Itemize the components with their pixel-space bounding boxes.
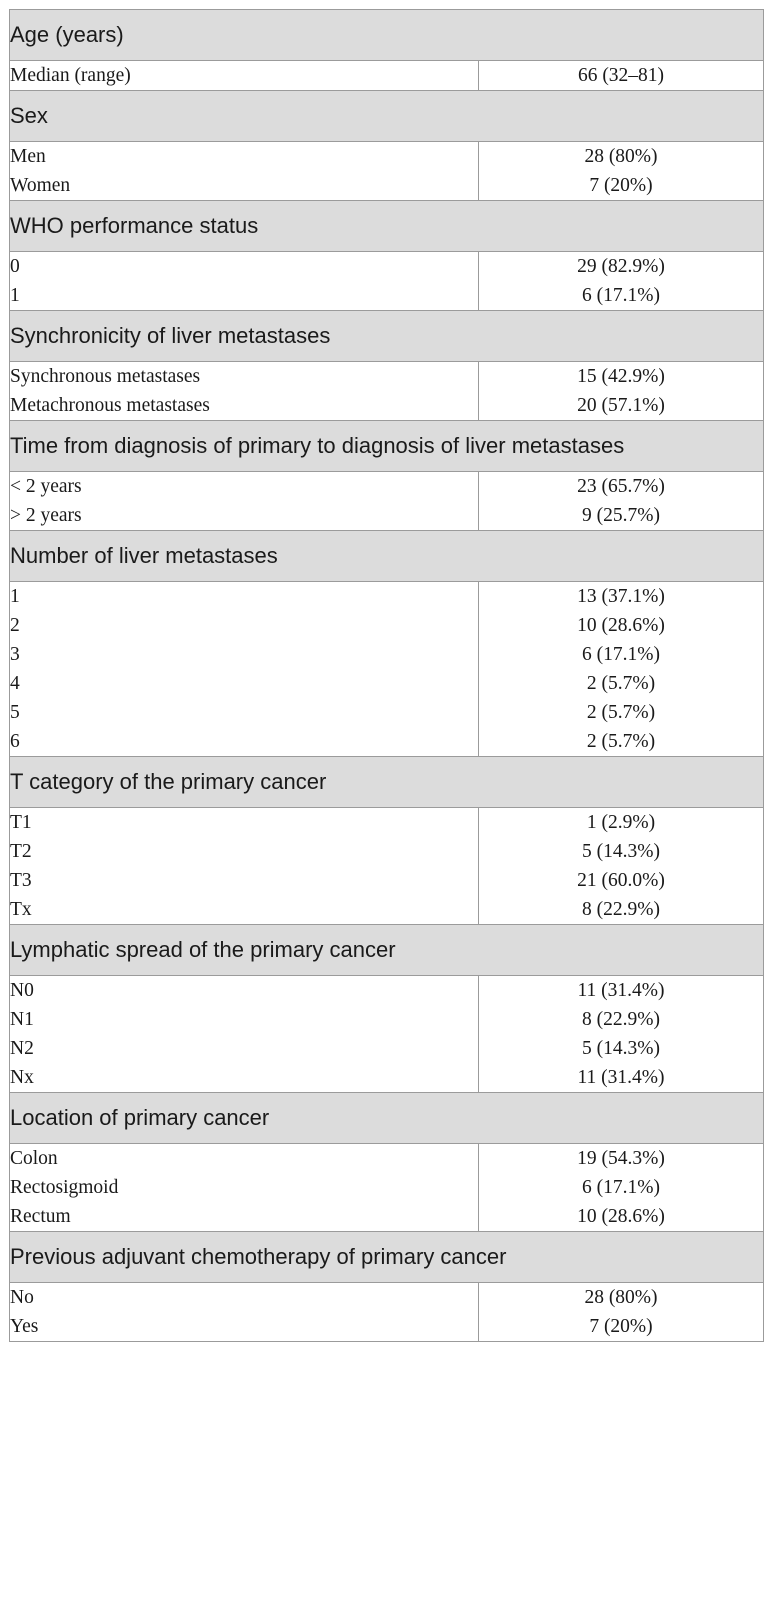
category-labels-cell	[10, 1144, 479, 1232]
section-header-label: Age (years)	[10, 22, 124, 47]
category-label: 1	[10, 586, 20, 607]
section-header-label: Time from diagnosis of primary to diagnosis of liver metastases	[10, 433, 625, 458]
category-label: 0	[10, 256, 20, 277]
category-label: T2	[10, 841, 32, 862]
category-value: 8 (22.9%)	[582, 1009, 660, 1030]
section-header-row	[10, 1093, 764, 1144]
section-data-row	[10, 1144, 764, 1232]
category-value: 19 (54.3%)	[577, 1148, 665, 1169]
category-value: 28 (80%)	[584, 1287, 658, 1308]
category-value: 7 (20%)	[589, 1316, 653, 1337]
category-label: 2	[10, 615, 20, 636]
section-header-label: Sex	[10, 103, 48, 128]
section-header-label: Location of primary cancer	[10, 1105, 270, 1130]
category-value: 23 (65.7%)	[577, 476, 665, 497]
category-label: Synchronous metastases	[10, 366, 201, 387]
category-labels-cell	[10, 252, 479, 311]
category-label: Rectum	[10, 1206, 71, 1227]
category-labels-cell	[10, 1283, 479, 1342]
category-labels-cell	[10, 582, 479, 757]
category-value: 9 (25.7%)	[582, 505, 660, 526]
category-label: 3	[10, 644, 20, 665]
category-label: Tx	[10, 899, 32, 920]
section-header-cell	[10, 925, 764, 976]
category-value: 7 (20%)	[589, 175, 653, 196]
section-header-row	[10, 10, 764, 61]
section-header-cell	[10, 10, 764, 61]
category-value: 8 (22.9%)	[582, 899, 660, 920]
category-label: 1	[10, 285, 20, 306]
section-header-cell	[10, 311, 764, 362]
category-values-cell	[479, 808, 764, 925]
section-header-cell	[10, 201, 764, 252]
section-header-label: Lymphatic spread of the primary cancer	[10, 937, 396, 962]
category-label: N2	[10, 1038, 34, 1059]
category-values-cell	[479, 472, 764, 531]
category-label: Women	[10, 175, 71, 196]
category-labels-cell	[10, 808, 479, 925]
category-value: 1 (2.9%)	[586, 812, 656, 833]
category-label: T3	[10, 870, 32, 891]
category-value: 29 (82.9%)	[577, 256, 665, 277]
section-data-row	[10, 252, 764, 311]
category-value: 6 (17.1%)	[582, 1177, 660, 1198]
category-value: 20 (57.1%)	[577, 395, 665, 416]
patient-characteristics-table	[9, 9, 764, 1342]
section-data-row	[10, 142, 764, 201]
section-header-label: T category of the primary cancer	[10, 769, 327, 794]
category-label: > 2 years	[10, 505, 82, 526]
category-value: 21 (60.0%)	[577, 870, 665, 891]
section-data-row	[10, 61, 764, 91]
category-label: N1	[10, 1009, 34, 1030]
section-data-row	[10, 362, 764, 421]
section-header-row	[10, 925, 764, 976]
category-value: 66 (32–81)	[577, 65, 665, 86]
section-header-cell	[10, 1093, 764, 1144]
category-labels-cell	[10, 61, 479, 91]
section-header-label: Synchronicity of liver metastases	[10, 323, 331, 348]
category-label: No	[10, 1287, 34, 1308]
category-value: 2 (5.7%)	[586, 731, 656, 752]
section-data-row	[10, 472, 764, 531]
section-header-cell	[10, 757, 764, 808]
category-label: Men	[10, 146, 46, 167]
category-labels-cell	[10, 362, 479, 421]
section-header-cell	[10, 1232, 764, 1283]
section-header-row	[10, 531, 764, 582]
category-label: 5	[10, 702, 20, 723]
category-values-cell	[479, 582, 764, 757]
category-value: 10 (28.6%)	[577, 1206, 665, 1227]
category-label: 4	[10, 673, 20, 694]
section-header-row	[10, 1232, 764, 1283]
section-header-label: Previous adjuvant chemotherapy of primary cancer	[10, 1244, 507, 1269]
category-label: Yes	[10, 1316, 39, 1337]
category-label: < 2 years	[10, 476, 82, 497]
section-header-row	[10, 421, 764, 472]
category-values-cell	[479, 976, 764, 1093]
category-values-cell	[479, 1144, 764, 1232]
category-value: 5 (14.3%)	[582, 841, 660, 862]
section-header-row	[10, 201, 764, 252]
section-header-row	[10, 91, 764, 142]
section-data-row	[10, 1283, 764, 1342]
category-values-cell	[479, 252, 764, 311]
section-header-cell	[10, 91, 764, 142]
section-header-cell	[10, 531, 764, 582]
category-label: Metachronous metastases	[10, 395, 210, 416]
category-values-cell	[479, 362, 764, 421]
section-data-row	[10, 582, 764, 757]
section-header-row	[10, 311, 764, 362]
category-labels-cell	[10, 472, 479, 531]
category-value: 15 (42.9%)	[577, 366, 665, 387]
section-header-cell	[10, 421, 764, 472]
category-value: 6 (17.1%)	[582, 644, 660, 665]
category-values-cell	[479, 1283, 764, 1342]
category-value: 28 (80%)	[584, 146, 658, 167]
category-label: T1	[10, 812, 32, 833]
category-value: 11 (31.4%)	[577, 1067, 665, 1088]
category-label: 6	[10, 731, 20, 752]
category-value: 2 (5.7%)	[586, 673, 656, 694]
category-value: 10 (28.6%)	[577, 615, 665, 636]
section-header-row	[10, 757, 764, 808]
section-data-row	[10, 808, 764, 925]
category-label: Median (range)	[10, 65, 131, 86]
category-value: 5 (14.3%)	[582, 1038, 660, 1059]
category-value: 13 (37.1%)	[577, 586, 665, 607]
section-header-label: Number of liver metastases	[10, 543, 278, 568]
category-values-cell	[479, 142, 764, 201]
category-label: N0	[10, 980, 34, 1001]
section-data-row	[10, 976, 764, 1093]
category-value: 11 (31.4%)	[577, 980, 665, 1001]
category-values-cell	[479, 61, 764, 91]
category-value: 2 (5.7%)	[586, 702, 656, 723]
table-body	[10, 10, 764, 1342]
category-label: Colon	[10, 1148, 58, 1169]
category-label: Nx	[10, 1067, 34, 1088]
category-labels-cell	[10, 142, 479, 201]
section-header-label: WHO performance status	[10, 213, 259, 238]
category-label: Rectosigmoid	[10, 1177, 119, 1198]
category-labels-cell	[10, 976, 479, 1093]
category-value: 6 (17.1%)	[582, 285, 660, 306]
